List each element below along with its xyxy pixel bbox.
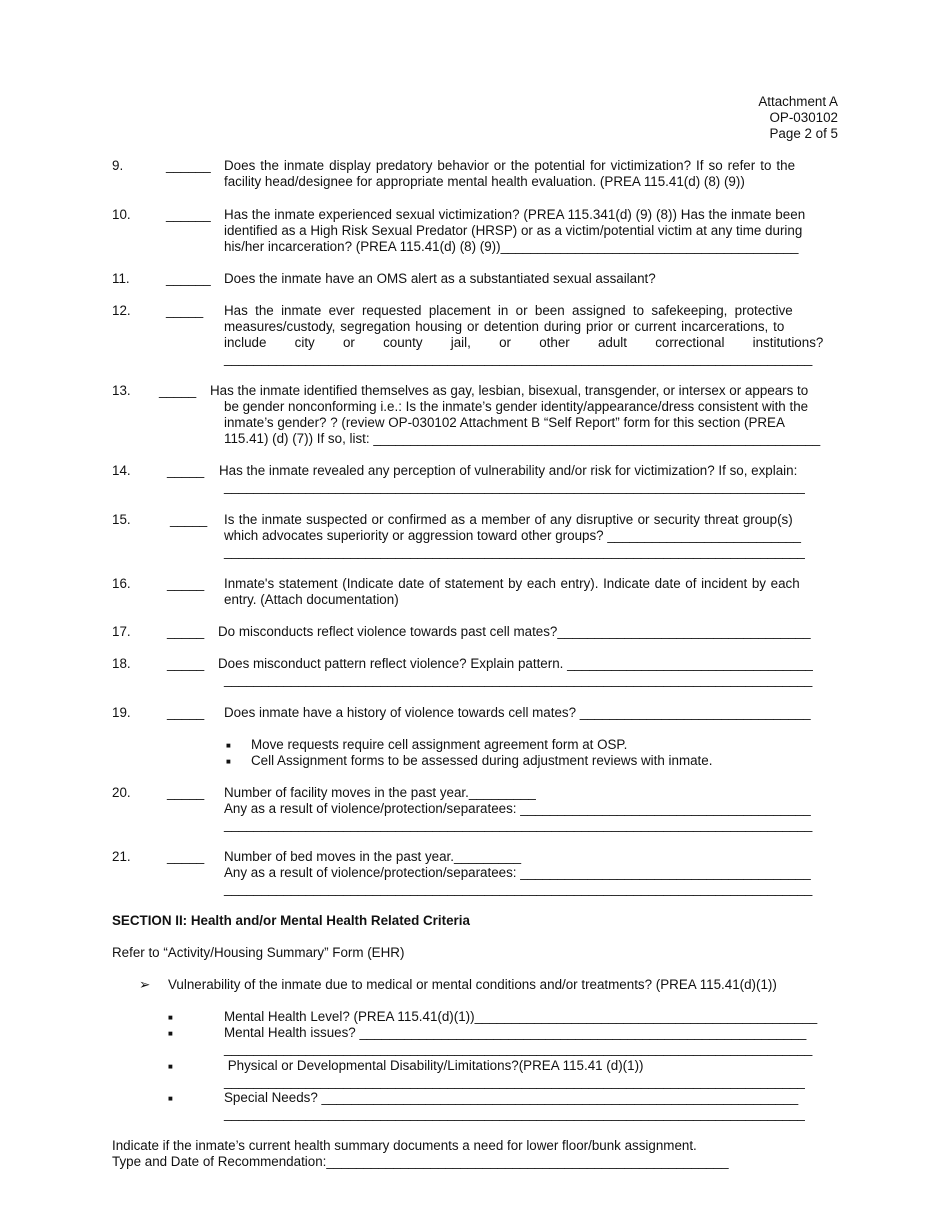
answer-blank[interactable]: _____: [167, 705, 205, 720]
square-bullet-icon: ■: [168, 1013, 173, 1022]
question-text: facility head/designee for appropriate mental health evaluation. (PREA 115.41(d) (8) (9)): [224, 174, 745, 189]
question-text: his/her incarceration? (PREA 115.41(d) (8) (9))________________________________________: [224, 239, 799, 254]
question-text: Any as a result of violence/protection/separatees: _______________________________________: [224, 801, 811, 816]
bullet-text: Cell Assignment forms to be assessed during adjustment reviews with inmate.: [251, 753, 713, 768]
footer-instruction: Indicate if the inmate’s current health summary documents a need for lower floor/bunk assignment.: [112, 1138, 697, 1153]
question-text: measures/custody, segregation housing or detention during prior or current incarcerations, to: [224, 319, 785, 334]
arrow-bullet-icon: ➢: [139, 977, 151, 992]
question-number: 13.: [112, 383, 131, 398]
question-text: Does the inmate display predatory behavior or the potential for victimization? If so refer to the: [224, 158, 796, 173]
square-bullet-icon: ■: [226, 757, 231, 766]
question-text: identified as a High Risk Sexual Predator (HRSP) or as a victim/potential victim at any time during: [224, 223, 803, 238]
question-number: 20.: [112, 785, 131, 800]
question-number: 16.: [112, 576, 131, 591]
answer-line[interactable]: _______________________________________________________________________________: [224, 817, 813, 832]
question-number: 11.: [112, 271, 130, 286]
square-bullet-icon: ■: [168, 1029, 173, 1038]
answer-line[interactable]: ______________________________________________________________________________: [224, 1106, 805, 1121]
question-text: Number of bed moves in the past year._________: [224, 849, 522, 864]
answer-line[interactable]: ______________________________________________________________________________: [224, 544, 805, 559]
answer-blank[interactable]: _____: [167, 849, 205, 864]
question-text: include city or county jail, or other adult correctional institutions?: [224, 335, 824, 350]
answer-blank[interactable]: _____: [167, 624, 205, 639]
question-text: Has the inmate experienced sexual victimization? (PREA 115.341(d) (9) (8)) Has the inmate been: [224, 207, 806, 222]
answer-blank[interactable]: ______: [166, 158, 211, 173]
question-text: Does the inmate have an OMS alert as a substantiated sexual assailant?: [224, 271, 656, 286]
answer-line[interactable]: _______________________________________________________________________________: [224, 351, 813, 366]
question-text: Does inmate have a history of violence towards cell mates? _______________________________: [224, 705, 811, 720]
disability-label: Physical or Developmental Disability/Limitations?(PREA 115.41 (d)(1)): [224, 1058, 644, 1073]
square-bullet-icon: ■: [226, 741, 231, 750]
question-text: Inmate's statement (Indicate date of statement by each entry). Indicate date of incident by each: [224, 576, 800, 591]
answer-line[interactable]: ______________________________________________________________________________: [224, 1074, 805, 1089]
recommendation-field[interactable]: Type and Date of Recommendation:______________________________________________________: [112, 1154, 729, 1169]
answer-blank[interactable]: _____: [167, 785, 205, 800]
answer-blank[interactable]: _____: [167, 463, 205, 478]
question-number: 15.: [112, 512, 131, 527]
answer-line[interactable]: _______________________________________________________________________________: [224, 1041, 813, 1056]
question-number: 18.: [112, 656, 131, 671]
arrow-item-text: Vulnerability of the inmate due to medical or mental conditions and/or treatments? (PREA 115.41(d)(1)): [168, 977, 777, 992]
question-text: which advocates superiority or aggression toward other groups? __________________________: [224, 528, 801, 543]
page-header: [758, 94, 838, 142]
question-number: 12.: [112, 303, 131, 318]
answer-blank[interactable]: _____: [167, 656, 205, 671]
question-number: 14.: [112, 463, 131, 478]
answer-blank[interactable]: _____: [167, 576, 205, 591]
question-text: entry. (Attach documentation): [224, 592, 399, 607]
mental-health-level-field[interactable]: Mental Health Level? (PREA 115.41(d)(1))______________________________________________: [224, 1009, 818, 1024]
answer-line[interactable]: _______________________________________________________________________________: [224, 672, 813, 687]
question-text: be gender nonconforming i.e.: Is the inmate’s gender identity/appearance/dress consistent with the: [224, 399, 809, 414]
question-number: 9.: [112, 158, 124, 173]
special-needs-field[interactable]: Special Needs? ________________________________________________________________: [224, 1090, 799, 1105]
question-text: Number of facility moves in the past year._________: [224, 785, 536, 800]
question-number: 17.: [112, 624, 131, 639]
question-text: Any as a result of violence/protection/separatees: _______________________________________: [224, 865, 811, 880]
question-text: Has the inmate ever requested placement in or been assigned to safekeeping, protective: [224, 303, 793, 318]
answer-blank[interactable]: _____: [170, 512, 208, 527]
answer-line[interactable]: _______________________________________________________________________________: [224, 881, 813, 896]
refer-text: Refer to “Activity/Housing Summary” Form (EHR): [112, 945, 405, 960]
question-number: 19.: [112, 705, 131, 720]
answer-blank[interactable]: _____: [166, 303, 204, 318]
answer-blank[interactable]: _____: [159, 383, 197, 398]
answer-blank[interactable]: ______: [166, 271, 211, 286]
section-2-title: SECTION II: Health and/or Mental Health Related Criteria: [112, 913, 470, 928]
question-number: 21.: [112, 849, 131, 864]
square-bullet-icon: ■: [168, 1062, 173, 1071]
question-text: 115.41) (d) (7)) If so, list: ____________________________________________________________: [224, 431, 821, 446]
answer-blank[interactable]: ______: [166, 207, 211, 222]
question-text: Is the inmate suspected or confirmed as a member of any disruptive or security threat group(s): [224, 512, 793, 527]
question-number: 10.: [112, 207, 131, 222]
bullet-text: Move requests require cell assignment agreement form at OSP.: [251, 737, 628, 752]
attachment-label: Attachment A: [758, 94, 838, 109]
question-lead-text: Do misconducts reflect violence towards past cell mates?__________________________________: [218, 624, 811, 639]
answer-line[interactable]: ______________________________________________________________________________: [224, 479, 805, 494]
mental-health-issues-field[interactable]: Mental Health issues? ____________________________________________________________: [224, 1025, 807, 1040]
op-number: OP-030102: [769, 110, 838, 125]
question-lead-text: Does misconduct pattern reflect violence? Explain pattern. _________________________________: [218, 656, 813, 671]
question-lead-text: Has the inmate identified themselves as gay, lesbian, bisexual, transgender, or intersex or appears to: [210, 383, 809, 398]
square-bullet-icon: ■: [168, 1094, 173, 1103]
question-lead-text: Has the inmate revealed any perception of vulnerability and/or risk for victimization? If so, explain:: [219, 463, 798, 478]
question-text: inmate’s gender? ? (review OP-030102 Attachment B “Self Report” form for this section (PREA: [224, 415, 785, 430]
page-number: Page 2 of 5: [769, 126, 838, 141]
